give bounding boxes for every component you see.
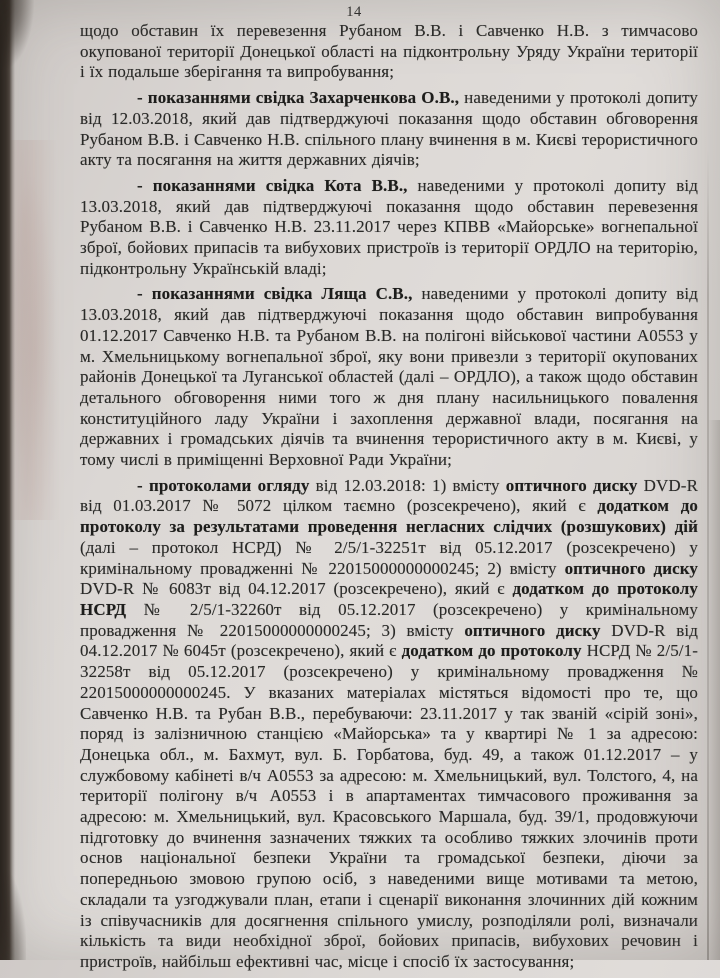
scan-edge-shadow: [0, 0, 15, 960]
text-segment: від 12.03.2018: 1) вмісту: [309, 475, 506, 495]
text-segment: наведеними у протоколі допиту від 13.03.2018, який дав підтверджуючі показання щодо обставин випробування 01.12.2017 Савченко Н.В. та Рубаном В.В. на полігоні військової частини А0553 у м. Хмельницькому вогнепальної зброї, яку вони привезли з території окупованих районів Донецької та Луганської областей (далі – ОРДЛО), а також щодо обставин детального обговорення ними того ж дня плану насильницького повалення конституційного ладу України і захоплення державної влади, посягання на державних і громадських діячів та вчинення терористичного акту в м. Києві, у тому числі в приміщенні Верховної Ради України;: [80, 284, 699, 470]
paragraph: [80, 21, 698, 83]
scan-corner-shadow-top: [0, 0, 34, 70]
paper-crease: [707, 150, 709, 960]
scan-edge-shade-right: [707, 420, 720, 960]
text-segment: оптичного диску: [505, 475, 638, 495]
scan-corner-shadow-bottom: [0, 870, 26, 960]
text-segment: НСРД № 2/5/1-32258т від 05.12.2017 (розсекречено) у кримінальному провадження № 22015000000000245. У вказаних матеріалах містяться відомості про те, що Савченко Н.В. та Рубан В.В., перебуваючи: 23.11.2017 у так званій «сірій зоні», поряд із залізничною станцією «Майорська» та у квартирі № 1 за адресою: Донецька обл., м. Бахмут, вул. Б. Горбатова, буд. 49, а також 01.12.2017 – у службовому кабінеті в/ч А0553 за адресою: м. Хмельницький, вул. Толстого, 4, на території полігону в/ч А0553 і в апартаментах тимчасового проживання за адресою: м. Хмельницький, вул. Красовського Маршала, буд. 39/1, продовжуючи підготовку до вчинення зазначених тяжких та особливо тяжких злочинів проти основ національної безпеки України та громадської безпеки, діючи за попередньою змовою групою осіб, з наведеними вище мотивами та метою, складали та узгоджували план, етапи і сценарії виконання злочинних дій кожним із співучасників для досягнення спільного умислу, розподіляли ролі, визначали кількість та види необхідної зброї, бойових припасів, вибухових речовин і пристроїв, найбільш ефективні час, місце і спосіб їх застосування;: [80, 641, 698, 971]
text-segment: - показаннями свідка Ляща С.В.,: [137, 284, 413, 304]
text-segment: додатком до протоколу за результатами проведення негласних слідчих (розшукових) дій: [80, 496, 699, 537]
photo-stain: [8, 140, 66, 520]
text-segment: № 2/5/1-32260т від 05.12.2017 (розсекречено) у кримінальному провадження № 22015000000000245; 3) вмісту: [80, 599, 698, 640]
text-segment: DVD-R від 01.03.2017 № 5072 цілком таємно (розсекречено), який є: [80, 475, 699, 516]
text-segment: (далі – протокол НСРД) № 2/5/1-32251т від 05.12.2017 (розсекречено) у кримінальному провадженні № 22015000000000245; 2) вмісту: [80, 537, 698, 578]
paragraph: [80, 284, 698, 470]
text-segment: наведеними у протоколі допиту від 13.03.2018, який дав підтверджуючі показання щодо обставин перевезення Рубаном В.В. і Савченко Н.В. 23.11.2017 через КПВВ «Майорське» вогнепальної зброї, бойових припасів та вибухових пристроїв із території ОРДЛО на територію, підконтрольну Українській владі;: [80, 175, 698, 278]
text-segment: наведеними у протоколі допиту від 12.03.2018, який дав підтверджуючі показання щодо обставин обговорення Рубаном В.В. і Савченко Н.В. спільного плану вчинення в м. Києві терористичного акту та посягання на життя державних діячів;: [80, 88, 698, 170]
text-segment: оптичного диску: [564, 558, 699, 578]
page-number: 14: [346, 4, 362, 20]
text-segment: - показаннями свідка Захарченкова О.В.,: [137, 88, 460, 108]
text-segment: DVD-R від 04.12.2017 № 6045т (розсекречено), який є: [80, 620, 698, 661]
text-segment: оптичного диску: [464, 620, 601, 640]
paragraph: [80, 476, 698, 973]
text-segment: щодо обставин їх перевезення Рубаном В.В. і Савченко Н.В. з тимчасово окупованої території Донецької області на підконтрольну Уряду України території і їх подальше зберігання та випробування;: [80, 21, 698, 82]
text-segment: DVD-R № 6083т від 04.12.2017 (розсекречено), який є: [80, 579, 513, 599]
text-segment: додатком до протоколу НСРД: [80, 579, 699, 619]
paragraph: [80, 176, 698, 280]
text-segment: - показаннями свідка Кота В.В.,: [137, 175, 408, 195]
text-segment: додатком до протоколу: [401, 641, 582, 661]
document-body: [80, 21, 698, 978]
paragraph: [80, 88, 698, 171]
text-segment: - протоколами огляду: [137, 475, 310, 495]
